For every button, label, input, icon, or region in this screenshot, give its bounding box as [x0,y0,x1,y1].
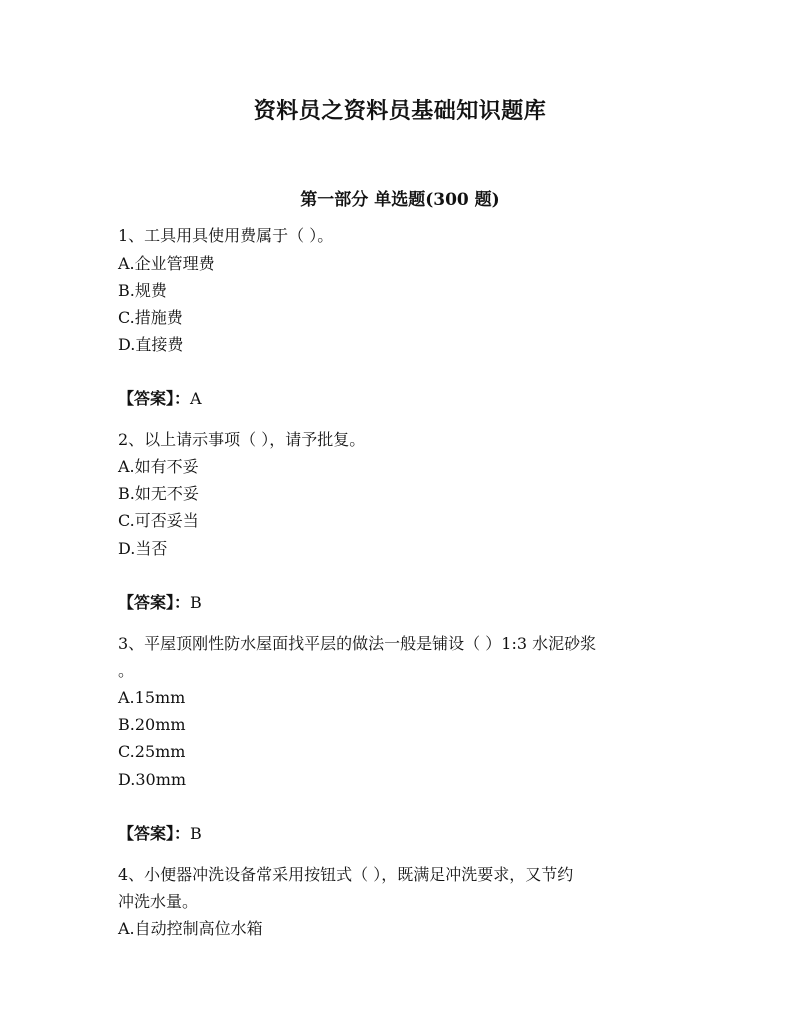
question-2-answer [118,593,202,613]
question-4-stem-line-2: 冲洗水量。 [118,892,199,911]
document-title: 资料员之资料员基础知识题库 [253,98,547,124]
answer-value: B [190,593,202,612]
question-1-option-b: B.规费 [118,281,167,300]
question-4-stem-line-1: 4、小便器冲洗设备常采用按钮式（ ），既满足冲洗要求，又节约 [118,865,574,884]
answer-label: 【答案】： [118,593,191,612]
question-3-stem-line-2: 。 [118,661,135,680]
question-1-option-a: A.企业管理费 [118,254,215,273]
answer-label: 【答案】： [118,824,191,843]
question-3-stem-line-1: 3、平屋顶刚性防水屋面找平层的做法一般是铺设（ ）1:3 水泥砂浆 [118,634,597,653]
question-3-answer [118,824,202,844]
answer-value: B [190,824,202,843]
question-3-option-c: C.25mm [118,742,186,761]
section-title: 第一部分 单选题(300 题) [300,190,500,210]
question-3-option-d: D.30mm [118,770,187,789]
answer-value: A [190,389,202,408]
question-2-option-b: B.如无不妥 [118,484,199,503]
question-2-option-a: A.如有不妥 [118,457,199,476]
answer-label: 【答案】： [118,389,191,408]
question-2-option-d: D.当否 [118,539,168,558]
question-3-option-b: B.20mm [118,715,186,734]
question-2-option-c: C.可否妥当 [118,511,199,530]
question-1-option-d: D.直接费 [118,335,184,354]
question-4-option-a: A.自动控制高位水箱 [118,919,263,938]
question-1-option-c: C.措施费 [118,308,183,327]
question-1-answer [118,389,202,409]
question-3-option-a: A.15mm [118,688,186,707]
question-2-stem: 2、以上请示事项（ ），请予批复。 [118,430,366,449]
question-1-stem: 1、工具用具使用费属于（ ）。 [118,226,334,245]
